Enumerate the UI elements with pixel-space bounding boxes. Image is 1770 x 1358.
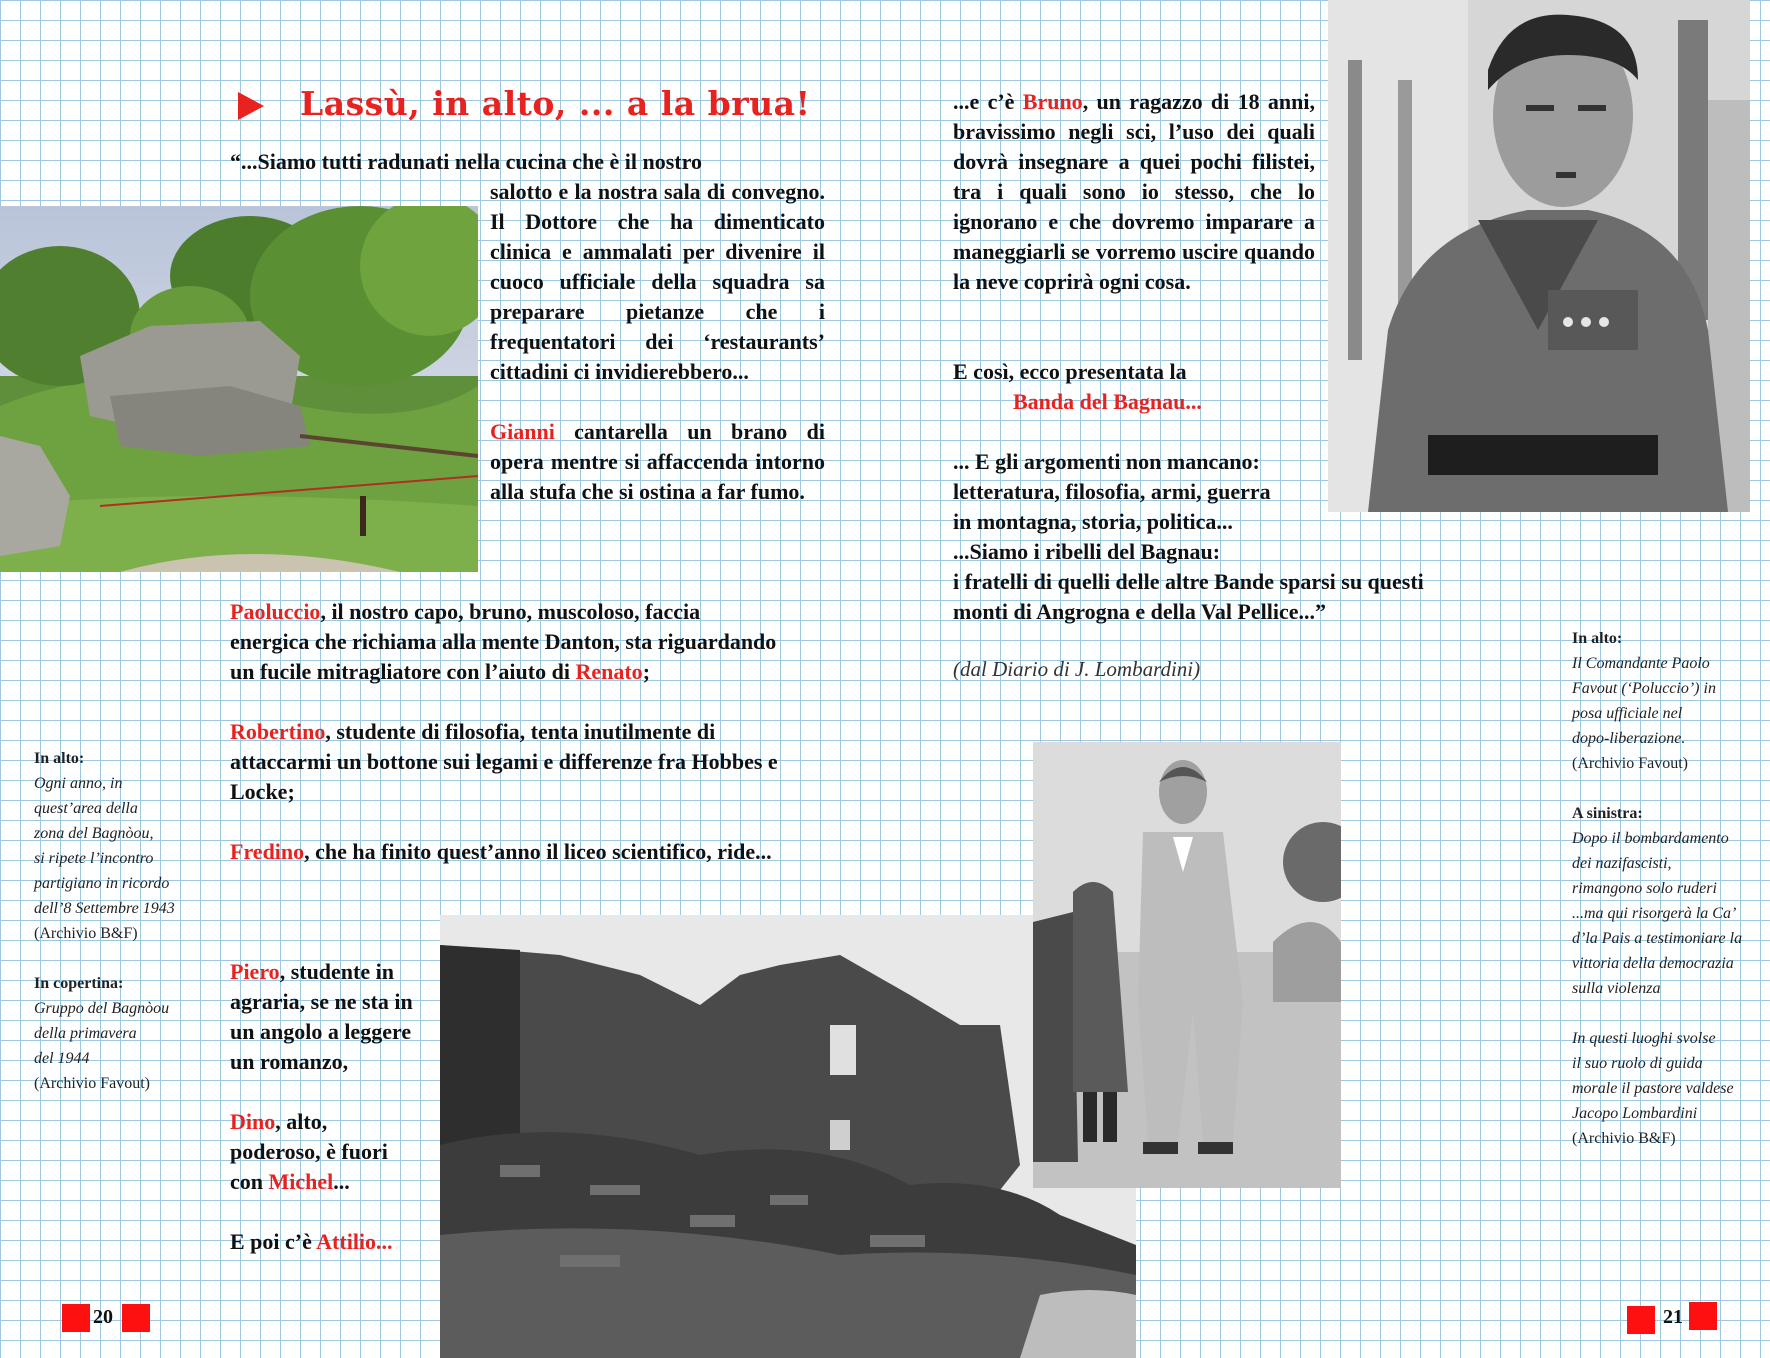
caption-left-line: del 1944 [34, 1050, 90, 1067]
name-gianni: Gianni [490, 419, 555, 444]
page-marker-right-a [1627, 1306, 1655, 1334]
caption-right-line: rimangono solo ruderi [1572, 880, 1717, 897]
caption-right-heading-2: A sinistra: [1572, 805, 1643, 822]
commander-portrait-photo [1328, 0, 1750, 512]
fredino-paragraph [230, 837, 790, 867]
caption-right-line: ...ma qui risorgerà la Ca’ [1572, 905, 1737, 922]
caption-right-line: Jacopo Lombardini [1572, 1105, 1698, 1122]
bruno-paragraph [953, 87, 1315, 297]
caption-right [1572, 626, 1762, 1151]
presented-line: E così, ecco presentata la [953, 359, 1187, 384]
michel-after: ... [333, 1169, 350, 1194]
intro-line: “...Siamo tutti radunati nella cucina che è il nostro [230, 149, 702, 174]
dino-text: , alto, poderoso, è fuori con [230, 1109, 388, 1194]
fredino-text: , che ha finito quest’anno il liceo scientifico, ride... [304, 839, 772, 864]
caption-right-line: Favout (‘Poluccio’) in [1572, 680, 1716, 697]
caption-right-line: sulla violenza [1572, 980, 1661, 997]
arguments-line: in montagna, storia, politica... [953, 509, 1233, 534]
landscape-photo [0, 206, 478, 572]
name-attilio: Attilio... [316, 1229, 393, 1254]
name-michel: Michel [268, 1169, 334, 1194]
renato-after: ; [642, 659, 651, 684]
caption-left-line: quest’area della [34, 800, 138, 817]
caption-right-line: d’la Pais a testimoniare la [1572, 930, 1743, 947]
caption-left-line: zona del Bagnòou, [34, 825, 154, 842]
crew-paragraphs-narrow [230, 957, 430, 1257]
paoluccio-text: , il nostro capo, bruno, muscoloso, faccia energica che richiama alla mente Danton, sta riguardando un fucile mitragliatore con l’aiuto di [230, 599, 777, 684]
caption-right-archive-1: (Archivio Favout) [1572, 755, 1688, 772]
crew-paragraphs [230, 597, 785, 867]
caption-right-line: dei nazifascisti, [1572, 855, 1672, 872]
name-renato: Renato [575, 659, 643, 684]
caption-right-line: il suo ruolo di guida [1572, 1055, 1703, 1072]
caption-right-line: In questi luoghi svolse [1572, 1030, 1716, 1047]
rebels-line: ...Siamo i ribelli del Bagnau: [953, 539, 1221, 564]
caption-right-heading-1: In alto: [1572, 630, 1623, 647]
banda-name: Banda del Bagnau... [1013, 389, 1202, 414]
ruins-photo [440, 915, 1136, 1358]
name-robertino: Robertino [230, 719, 326, 744]
rebels-line: i fratelli di quelli delle altre Bande sparsi su questi [953, 569, 1424, 594]
caption-right-line: Dopo il bombardamento [1572, 830, 1729, 847]
caption-right-line: vittoria della democrazia [1572, 955, 1734, 972]
page-number-right: 21 [1663, 1306, 1683, 1328]
arguments-line: letteratura, filosofia, armi, guerra [953, 479, 1271, 504]
caption-left-line: si ripete l’incontro [34, 850, 154, 867]
robertino-text: , studente di filosofia, tenta inutilmente di attaccarmi un bottone sui legami e differenze fra Hobbes e Locke; [230, 719, 778, 804]
title-arrow-icon [238, 92, 264, 120]
arguments-line: ... E gli argomenti non mancano: [953, 449, 1260, 474]
paoluccio-paragraph [230, 597, 785, 687]
name-dino: Dino [230, 1109, 276, 1134]
pastor-photo [1033, 742, 1341, 1188]
bruno-text: , un ragazzo di 18 anni, bravissimo negli sci, l’uso dei quali dovrà insegnare a quei pochi filistei, tra i quali sono io stesso, che lo ignorano e che dovremo imparare a maneggiarli se vorremo uscire quando la neve coprirà ogni cosa. [953, 89, 1315, 294]
name-paoluccio: Paoluccio [230, 599, 321, 624]
caption-left-line: Gruppo del Bagnòou [34, 1000, 170, 1017]
caption-right-line: Il Comandante Paolo [1572, 655, 1710, 672]
caption-left-line: dell’8 Settembre 1943 [34, 900, 175, 917]
caption-left-heading-1: In alto: [34, 750, 85, 767]
dino-paragraph [230, 1107, 400, 1197]
intro-rest: salotto e la nostra sala di convegno. Il Dottore che ha dimenticato clinica e ammalati per divenire il cuoco ufficiale della squadra sa preparare pietanze che i frequentatori dei ‘restaurants’ cittadini ci invidierebbero... [490, 179, 825, 384]
robertino-paragraph [230, 717, 785, 807]
caption-left-line: Ogni anno, in [34, 775, 123, 792]
caption-left-archive-1: (Archivio B&F) [34, 925, 138, 942]
page-marker-left-a [62, 1304, 90, 1332]
piero-text: , studente in agraria, se ne sta in un angolo a leggere un romanzo, [230, 959, 413, 1074]
caption-right-archive-3: (Archivio B&F) [1572, 1130, 1676, 1147]
caption-left [34, 746, 204, 1096]
intro-paragraph [490, 177, 825, 507]
attilio-paragraph [230, 1227, 430, 1257]
page-marker-right-b [1689, 1302, 1717, 1330]
source-citation: (dal Diario di J. Lombardini) [953, 657, 1201, 681]
caption-left-line: partigiano in ricordo [34, 875, 170, 892]
piero-paragraph [230, 957, 430, 1077]
rebels-line: monti di Angrogna e della Val Pellice...” [953, 599, 1327, 624]
bruno-before: ...e c’è [953, 89, 1023, 114]
page-title: Lassù, in alto, ... a la brua! [300, 84, 811, 123]
gianni-paragraph [490, 417, 825, 507]
gianni-text: cantarella un brano di opera mentre si affaccenda intorno alla stufa che si ostina a far fumo. [490, 419, 825, 504]
page-marker-left-b [122, 1304, 150, 1332]
caption-right-line: posa ufficiale nel [1572, 705, 1683, 722]
attilio-before: E poi c’è [230, 1229, 317, 1254]
caption-left-heading-2: In copertina: [34, 975, 124, 992]
caption-left-archive-2: (Archivio Favout) [34, 1075, 150, 1092]
name-piero: Piero [230, 959, 280, 984]
caption-left-line: della primavera [34, 1025, 137, 1042]
caption-right-line: morale il pastore valdese [1572, 1080, 1734, 1097]
page-number-left: 20 [93, 1306, 113, 1328]
name-fredino: Fredino [230, 839, 305, 864]
caption-right-line: dopo-liberazione. [1572, 730, 1686, 747]
name-bruno: Bruno [1022, 89, 1083, 114]
